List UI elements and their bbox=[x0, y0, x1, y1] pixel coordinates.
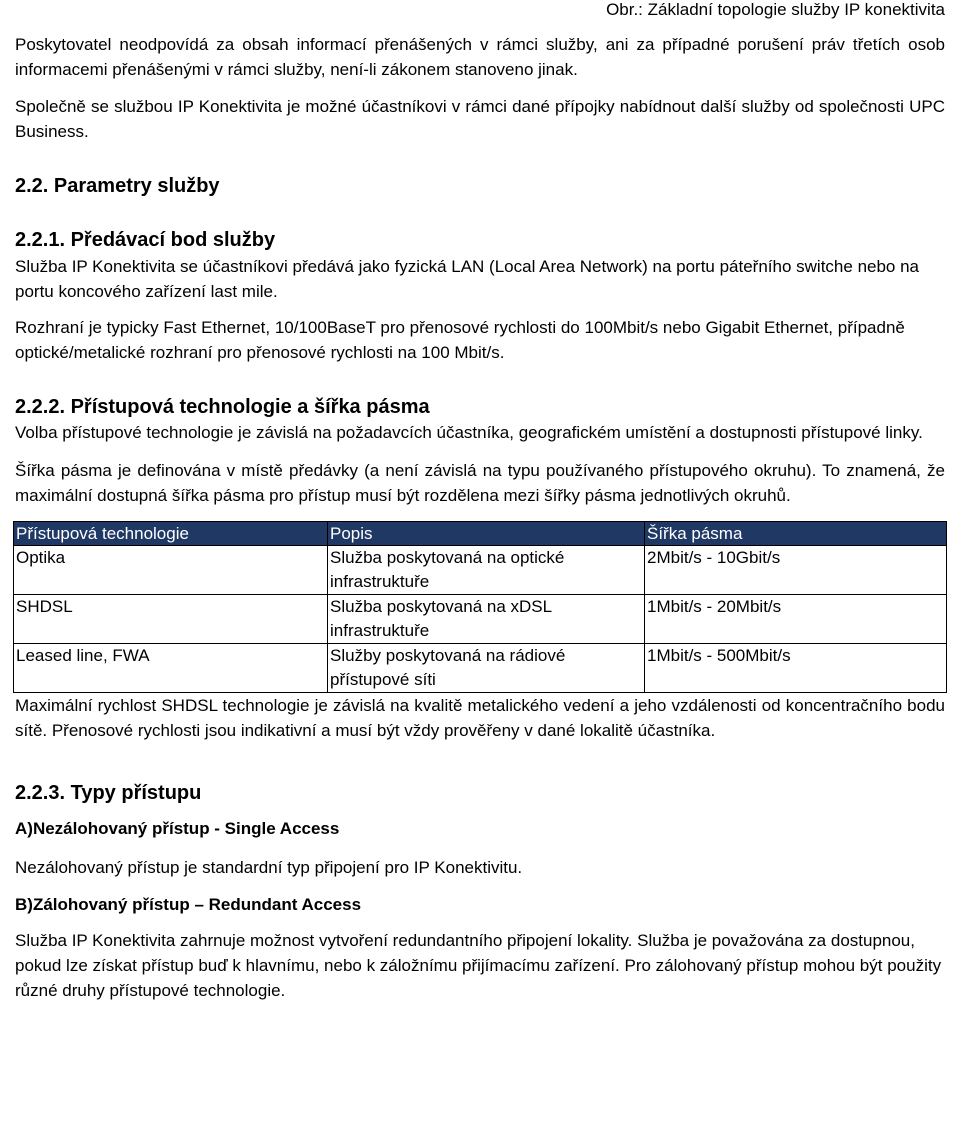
table-cell: Optika bbox=[14, 546, 328, 595]
table-cell: Služba poskytovaná na xDSL infrastruktuře bbox=[328, 595, 645, 644]
table-header-description: Popis bbox=[328, 522, 645, 546]
section-2-2-2-paragraph-3: Maximální rychlost SHDSL technologie je závislá na kvalitě metalického vedení a jeho vzdálenosti od koncentračního bodu sítě. Přenosové rychlosti jsou indikativní a musí být vždy prověřeny v dané lokalitě účastníka. bbox=[15, 696, 945, 740]
table-row bbox=[14, 595, 947, 644]
single-access-heading: A)Nezálohovaný přístup - Single Access bbox=[15, 819, 340, 838]
table-cell: 2Mbit/s - 10Gbit/s bbox=[645, 546, 947, 595]
table-cell: Služby poskytovaná na rádiové přístupové síti bbox=[328, 644, 645, 693]
table-row bbox=[14, 546, 947, 595]
figure-caption: Obr.: Základní topologie služby IP konektivita bbox=[606, 0, 945, 19]
single-access-text: Nezálohovaný přístup je standardní typ připojení pro IP Konektivitu. bbox=[15, 858, 523, 877]
table-header-technology: Přístupová technologie bbox=[14, 522, 328, 546]
redundant-access-text: Služba IP Konektivita zahrnuje možnost vytvoření redundantního připojení lokality. Služba je považována za dostupnou, pokud lze získat přístup buď k hlavnímu, nebo k záložnímu přijímacímu zařízení. Pro zálohovaný přístup mohou být použity různé druhy přístupové technologie. bbox=[15, 931, 942, 1000]
section-2-2-2-paragraph-1: Volba přístupové technologie je závislá na požadavcích účastníka, geografickém umístění a dostupnosti přístupové linky. bbox=[15, 423, 923, 442]
section-heading-2-2-2: 2.2.2. Přístupová technologie a šířka pásma bbox=[15, 396, 430, 418]
section-heading-2-2: 2.2. Parametry služby bbox=[15, 175, 220, 197]
access-technology-table bbox=[13, 521, 947, 693]
section-heading-2-2-3: 2.2.3. Typy přístupu bbox=[15, 782, 202, 804]
table-cell: Leased line, FWA bbox=[14, 644, 328, 693]
redundant-access-heading: B)Zálohovaný přístup – Redundant Access bbox=[15, 895, 362, 914]
table-cell: 1Mbit/s - 500Mbit/s bbox=[645, 644, 947, 693]
table-cell: SHDSL bbox=[14, 595, 328, 644]
table-header-row bbox=[14, 522, 947, 546]
intro-paragraph-2: Společně se službou IP Konektivita je možné účastníkovi v rámci dané přípojky nabídnout další služby od společnosti UPC Business. bbox=[15, 97, 945, 141]
section-2-2-1-paragraph-2: Rozhraní je typicky Fast Ethernet, 10/100BaseT pro přenosové rychlosti do 100Mbit/s nebo Gigabit Ethernet, případně optické/metalické rozhraní pro přenosové rychlosti na 100 Mbit/s. bbox=[15, 318, 905, 362]
intro-paragraph-1: Poskytovatel neodpovídá za obsah informací přenášených v rámci služby, ani za případné porušení práv třetích osob informacemi přenášenými v rámci služby, není-li zákonem stanoveno jinak. bbox=[15, 35, 945, 79]
table-cell: 1Mbit/s - 20Mbit/s bbox=[645, 595, 947, 644]
table-row bbox=[14, 644, 947, 693]
section-heading-2-2-1: 2.2.1. Předávací bod služby bbox=[15, 229, 276, 251]
section-2-2-1-paragraph-1: Služba IP Konektivita se účastníkovi předává jako fyzická LAN (Local Area Network) na portu páteřního switche nebo na portu koncového zařízení last mile. bbox=[15, 257, 920, 301]
table-header-bandwidth: Šířka pásma bbox=[645, 522, 947, 546]
document-page bbox=[15, 0, 945, 1003]
table-cell: Služba poskytovaná na optické infrastruktuře bbox=[328, 546, 645, 595]
section-2-2-2-paragraph-2: Šířka pásma je definována v místě předávky (a není závislá na typu používaného přístupového okruhu). To znamená, že maximální dostupná šířka pásma pro přístup musí být rozdělena mezi šířky pásma jednotlivých okruhů. bbox=[15, 461, 945, 505]
